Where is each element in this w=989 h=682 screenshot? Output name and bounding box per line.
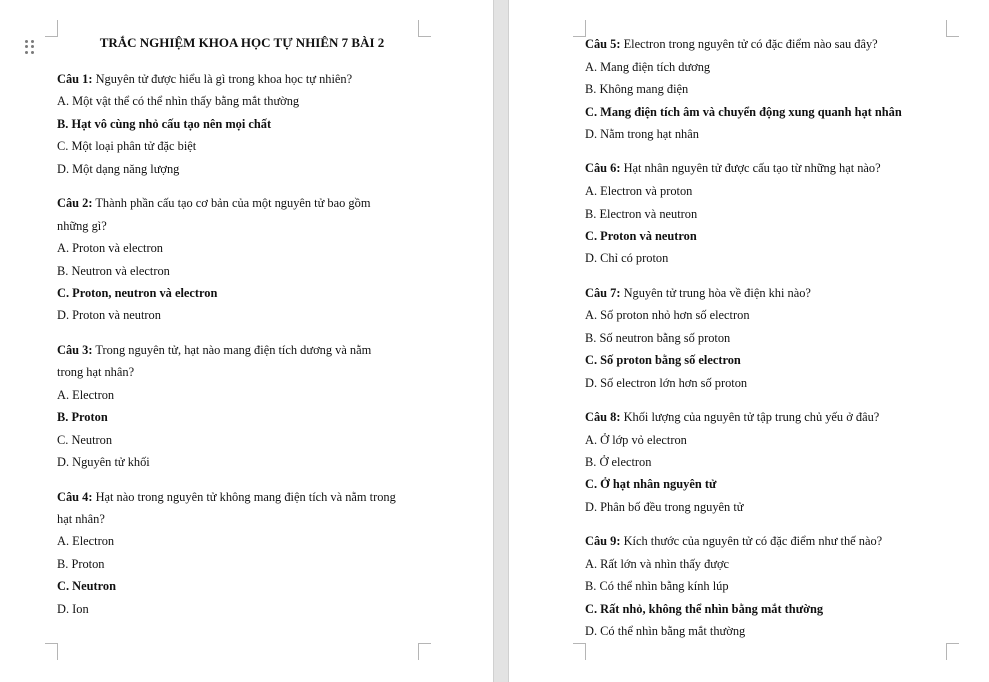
question-7: Câu 7: Nguyên tử trung hòa về điện khi nào? xyxy=(585,286,811,300)
question-1: Câu 1: Nguyên tử được hiểu là gì trong khoa học tự nhiên? xyxy=(57,72,353,86)
crop-mark-icon xyxy=(946,20,959,37)
crop-mark-icon xyxy=(418,643,431,660)
question-1-option-c: C. Một loại phân tử đặc biệt xyxy=(57,139,197,153)
question-4-option-c: C. Neutron xyxy=(57,579,116,593)
question-4-option-b: B. Proton xyxy=(57,557,105,571)
question-4: Câu 4: Hạt nào trong nguyên tử không mang điện tích và nằm trong xyxy=(57,490,396,504)
question-4-option-d: D. Ion xyxy=(57,602,89,616)
question-2-option-a: A. Proton và electron xyxy=(57,241,163,255)
question-8-option-a: A. Ở lớp vỏ electron xyxy=(585,433,687,447)
question-3: Câu 3: Trong nguyên tử, hạt nào mang điện tích dương và nằm xyxy=(57,343,372,357)
question-2-option-c: C. Proton, neutron và electron xyxy=(57,286,218,300)
question-5-option-c: C. Mang điện tích âm và chuyển động xung quanh hạt nhân xyxy=(585,105,902,119)
question-2: Câu 2: Thành phần cấu tạo cơ bản của một nguyên tử bao gồm xyxy=(57,196,371,210)
question-9-option-d: D. Có thể nhìn bằng mắt thường xyxy=(585,624,746,638)
question-7-option-b: B. Số neutron bằng số proton xyxy=(585,331,731,345)
question-2-option-b: B. Neutron và electron xyxy=(57,264,170,278)
paragraph-drag-handle-icon[interactable] xyxy=(25,40,35,54)
question-5-option-b: B. Không mang điện xyxy=(585,82,689,96)
document-title: TRẮC NGHIỆM KHOA HỌC TỰ NHIÊN 7 BÀI 2 xyxy=(99,35,385,50)
question-5-option-d: D. Nằm trong hạt nhân xyxy=(585,127,699,141)
question-9-option-b: B. Có thể nhìn bằng kính lúp xyxy=(585,579,729,593)
question-7-option-a: A. Số proton nhỏ hơn số electron xyxy=(585,308,750,322)
question-3-option-d: D. Nguyên tử khối xyxy=(57,455,150,469)
question-6: Câu 6: Hạt nhân nguyên tử được cấu tạo từ những hạt nào? xyxy=(585,161,881,175)
document-page-right xyxy=(509,0,989,682)
question-9-option-a: A. Rất lớn và nhìn thấy được xyxy=(585,557,730,571)
question-3-option-b: B. Proton xyxy=(57,410,108,424)
question-7-option-d: D. Số electron lớn hơn số proton xyxy=(585,376,748,390)
question-5: Câu 5: Electron trong nguyên tử có đặc điểm nào sau đây? xyxy=(585,37,878,51)
question-1-option-a: A. Một vật thể có thể nhìn thấy bằng mắt thường xyxy=(57,94,300,108)
question-8: Câu 8: Khối lượng của nguyên tử tập trung chủ yếu ở đâu? xyxy=(585,410,880,424)
page-gutter xyxy=(493,0,509,682)
question-3-cont: trong hạt nhân? xyxy=(57,365,135,379)
question-7-option-c: C. Số proton bằng số electron xyxy=(585,353,741,367)
crop-mark-icon xyxy=(45,643,58,660)
crop-mark-icon xyxy=(573,643,586,660)
question-6-option-a: A. Electron và proton xyxy=(585,184,693,198)
question-3-option-a: A. Electron xyxy=(57,388,115,402)
question-6-option-c: C. Proton và neutron xyxy=(585,229,697,243)
question-1-option-b: B. Hạt vô cùng nhỏ cấu tạo nên mọi chất xyxy=(57,117,272,131)
question-4-cont: hạt nhân? xyxy=(57,512,105,526)
question-4-option-a: A. Electron xyxy=(57,534,115,548)
question-9: Câu 9: Kích thước của nguyên tử có đặc điểm như thế nào? xyxy=(585,534,883,548)
question-1-option-d: D. Một dạng năng lượng xyxy=(57,162,180,176)
question-6-option-b: B. Electron và neutron xyxy=(585,207,698,221)
question-6-option-d: D. Chỉ có proton xyxy=(585,251,669,265)
crop-mark-icon xyxy=(573,20,586,37)
question-8-option-b: B. Ở electron xyxy=(585,455,652,469)
question-3-option-c: C. Neutron xyxy=(57,433,113,447)
question-8-option-d: D. Phân bố đều trong nguyên tử xyxy=(585,500,744,514)
question-5-option-a: A. Mang điện tích dương xyxy=(585,60,711,74)
crop-mark-icon xyxy=(946,643,959,660)
question-8-option-c: C. Ở hạt nhân nguyên tử xyxy=(585,477,717,491)
question-9-option-c: C. Rất nhỏ, không thể nhìn bằng mắt thường xyxy=(585,602,824,616)
question-2-cont: những gì? xyxy=(57,219,107,233)
question-2-option-d: D. Proton và neutron xyxy=(57,308,161,322)
